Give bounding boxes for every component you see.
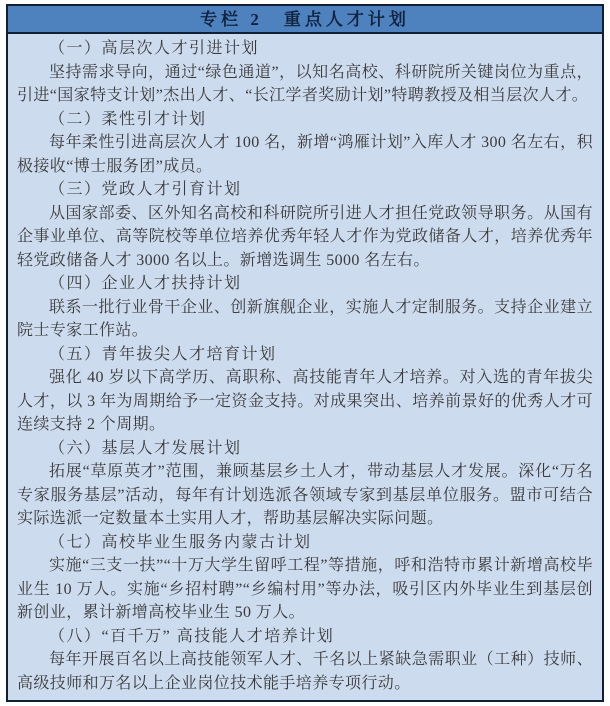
section-5	[17, 343, 593, 437]
section-7	[17, 531, 593, 625]
panel-title: 专栏 2 重点人才计划	[8, 6, 602, 34]
section-text: 强化 40 岁以下高学历、高职称、高技能青年人才培养。对入选的青年拔尖人才，以 3 年为周期给予一定资金支持。对成果突出、培养前景好的优秀人才可连续支持 2 个周期。	[17, 369, 593, 433]
section-heading: （二）柔性引才计划	[49, 110, 207, 128]
section-text: 从国家部委、区外知名高校和科研院所引进人才担任党政领导职务。从国有企事业单位、高等院校等单位培养优秀年轻人才作为党政储备人才，培养优秀年轻党政储备人才 3000 名以上。新增选调生 5000 名左右。	[17, 204, 593, 269]
section-text: 每年柔性引进高层次人才 100 名，新增“鸿雁计划”入库人才 300 名左右，积极接收“博士服务团”成员。	[17, 134, 593, 175]
section-6	[17, 437, 593, 531]
section-text: 坚持需求导向，通过“绿色通道”，以知名高校、科研院所关键岗位为重点，引进“国家特支计划”杰出人才、“长江学者奖励计划”特聘教授及相当层次人才。	[17, 63, 593, 104]
section-8	[17, 625, 593, 696]
section-text: 每年开展百名以上高技能领军人才、千名以上紧缺急需职业（工种）技师、高级技师和万名以上企业岗位技术能手培养专项行动。	[17, 651, 593, 692]
section-4	[17, 272, 593, 343]
section-heading: （五）青年拔尖人才培育计划	[49, 345, 277, 363]
section-heading: （七）高校毕业生服务内蒙古计划	[49, 533, 312, 551]
section-heading: （一）高层次人才引进计划	[49, 40, 260, 57]
section-2	[17, 108, 593, 179]
key-talent-plans-panel	[6, 4, 604, 702]
panel-body	[8, 34, 602, 700]
section-text: 联系一批行业骨干企业、创新旗舰企业，实施人才定制服务。支持企业建立院士专家工作站。	[17, 298, 593, 339]
section-heading: （三）党政人才引育计划	[49, 181, 242, 198]
section-heading: （八）“百千万” 高技能人才培养计划	[49, 627, 335, 645]
section-text: 实施“三支一扶”“十万大学生留呼工程”等措施，呼和浩特市累计新增高校毕业生 10 万人。实施“乡招村聘”“乡编村用”等办法，吸引区内外毕业生到基层创新创业，累计新增高校毕业生 50 万人。	[17, 557, 593, 621]
section-1	[17, 37, 593, 108]
section-text: 拓展“草原英才”范围，兼顾基层乡土人才，带动基层人才发展。深化“万名专家服务基层”活动，每年有计划选派各领域专家到基层单位服务。盟市可结合实际选派一定数量本土实用人才，帮助基层解决实际问题。	[17, 463, 593, 527]
section-3	[17, 178, 593, 272]
section-heading: （六）基层人才发展计划	[49, 439, 242, 457]
section-heading: （四）企业人才扶持计划	[49, 275, 242, 292]
